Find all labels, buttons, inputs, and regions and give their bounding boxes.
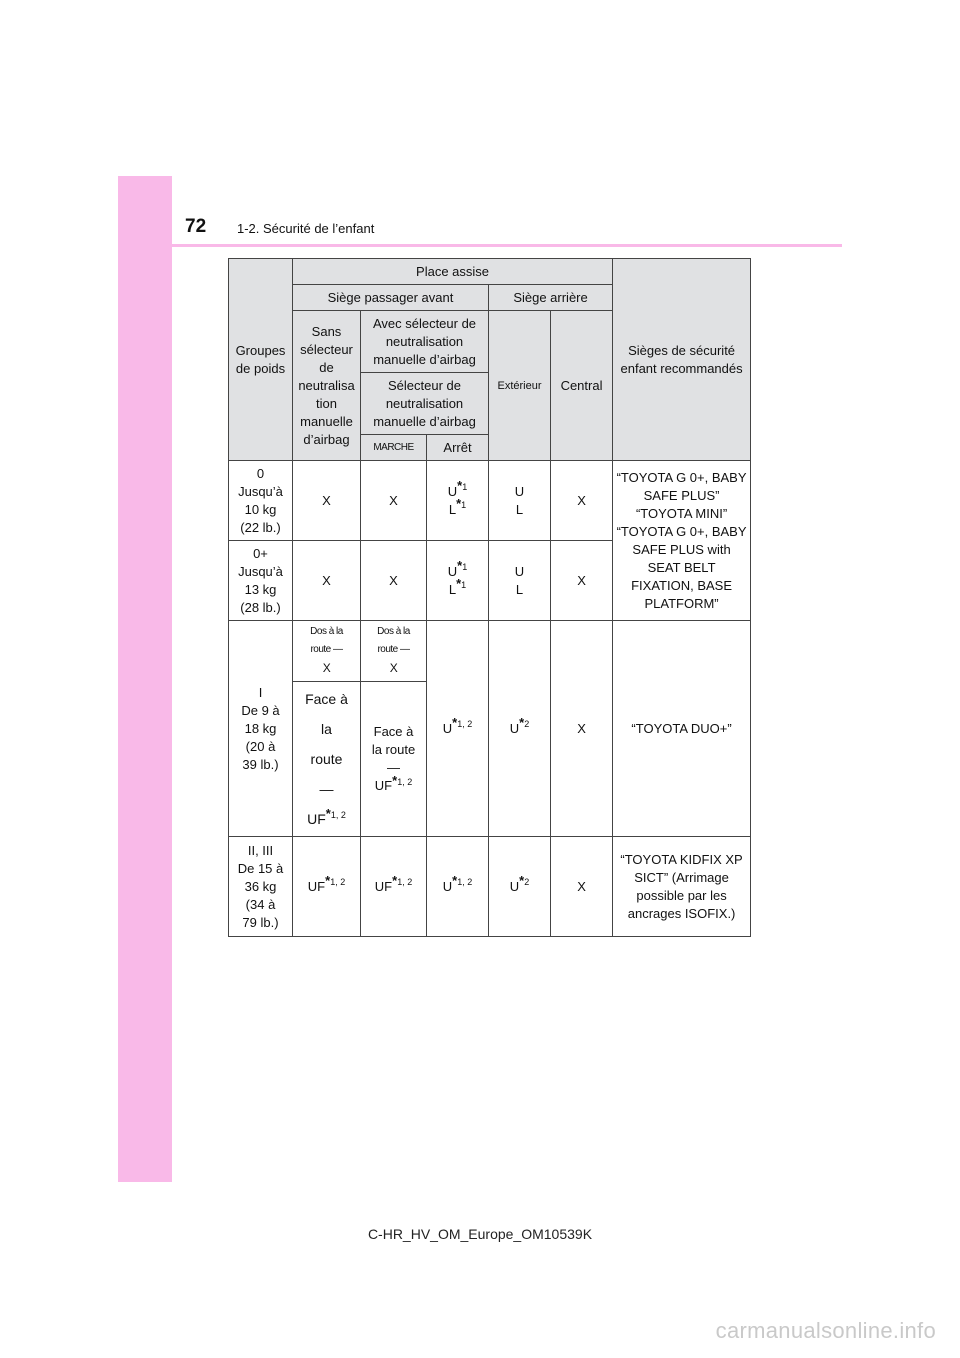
group-1-cell: I De 9 à 18 kg (20 à 39 lb.) <box>229 621 293 837</box>
table-row <box>229 837 751 937</box>
group-1-center: X <box>551 621 613 837</box>
group-1-forward-without-switch: Face à la route — UF$^{*1, 2}$ <box>293 682 361 837</box>
group-0plus-switch-off: $U^{*1}$ $L^{*1}$ <box>427 541 489 621</box>
switch-on-header: MARCHE <box>361 435 427 461</box>
group-2-3-center: X <box>551 837 613 937</box>
recommended-seats-1: “TOYOTA DUO+” <box>613 621 751 837</box>
watermark: carmanualsonline.info <box>715 1318 936 1343</box>
group-1-forward-switch-on: Face à la route — UF$^{*1, 2}$ <box>361 682 427 837</box>
rear-seat-header: Siège arrière <box>489 285 613 311</box>
switch-header: Sélecteur de neutralisation manuelle d’airbag <box>361 373 489 435</box>
recommended-seats-header: Sièges de sécurité enfant recommandés <box>613 259 751 461</box>
table-row <box>229 461 751 541</box>
group-2-3-without-switch: UF$^{*1, 2}$ <box>293 837 361 937</box>
weight-groups-header: Groupes de poids <box>229 259 293 461</box>
group-1-switch-off: U$^{*1, 2}$ <box>427 621 489 837</box>
group-0-cell: 0 Jusqu’à 10 kg (22 lb.) <box>229 461 293 541</box>
front-passenger-seat-header: Siège passager avant <box>293 285 489 311</box>
chapter-tab-bar <box>118 176 172 1182</box>
center-header: Central <box>551 311 613 461</box>
group-1-outboard: $U^{*2}$ <box>489 621 551 837</box>
group-0plus-outboard: U L <box>489 541 551 621</box>
group-2-3-switch-on: UF$^{*1, 2}$ <box>361 837 427 937</box>
recommended-seats-0: “TOYOTA G 0+, BABY SAFE PLUS” “TOYOTA MINI” “TOYOTA G 0+, BABY SAFE PLUS with SEAT BELT FIXATION, BASE PLATFORM” <box>613 461 751 621</box>
without-switch-header: Sans sélecteur de neutralisa tion manuelle d’airbag <box>293 311 361 461</box>
group-0plus-switch-on: X <box>361 541 427 621</box>
group-1-rearward-switch-on: Dos à la route — X <box>361 621 427 682</box>
group-0plus-without-switch: X <box>293 541 361 621</box>
header-rule <box>172 244 842 247</box>
group-1-rearward-without-switch: Dos à la route — X <box>293 621 361 682</box>
group-2-3-cell: II, III De 15 à 36 kg (34 à 79 lb.) <box>229 837 293 937</box>
group-0-switch-on: X <box>361 461 427 541</box>
group-0plus-cell: 0+ Jusqu’à 13 kg (28 lb.) <box>229 541 293 621</box>
group-0-switch-off: $U^{*1}$ $L^{*1}$ <box>427 461 489 541</box>
seating-position-header: Place assise <box>293 259 613 285</box>
recommended-seats-2-3: “TOYOTA KIDFIX XP SICT” (Arrimage possible par les ancrages ISOFIX.) <box>613 837 751 937</box>
table-row <box>229 621 751 682</box>
group-0-without-switch: X <box>293 461 361 541</box>
group-2-3-outboard: $U^{*2}$ <box>489 837 551 937</box>
with-switch-header: Avec sélecteur de neutralisation manuelle d’airbag <box>361 311 489 373</box>
switch-off-header: Arrêt <box>427 435 489 461</box>
page-number: 72 <box>185 216 207 237</box>
child-seat-table <box>228 258 751 937</box>
group-0plus-center: X <box>551 541 613 621</box>
outboard-header: Extérieur <box>489 311 551 461</box>
group-2-3-switch-off: U$^{*1, 2}$ <box>427 837 489 937</box>
group-0-center: X <box>551 461 613 541</box>
section-title: 1-2. Sécurité de l’enfant <box>237 221 375 236</box>
document-code: C-HR_HV_OM_Europe_OM10539K <box>367 1226 593 1242</box>
group-0-outboard: U L <box>489 461 551 541</box>
